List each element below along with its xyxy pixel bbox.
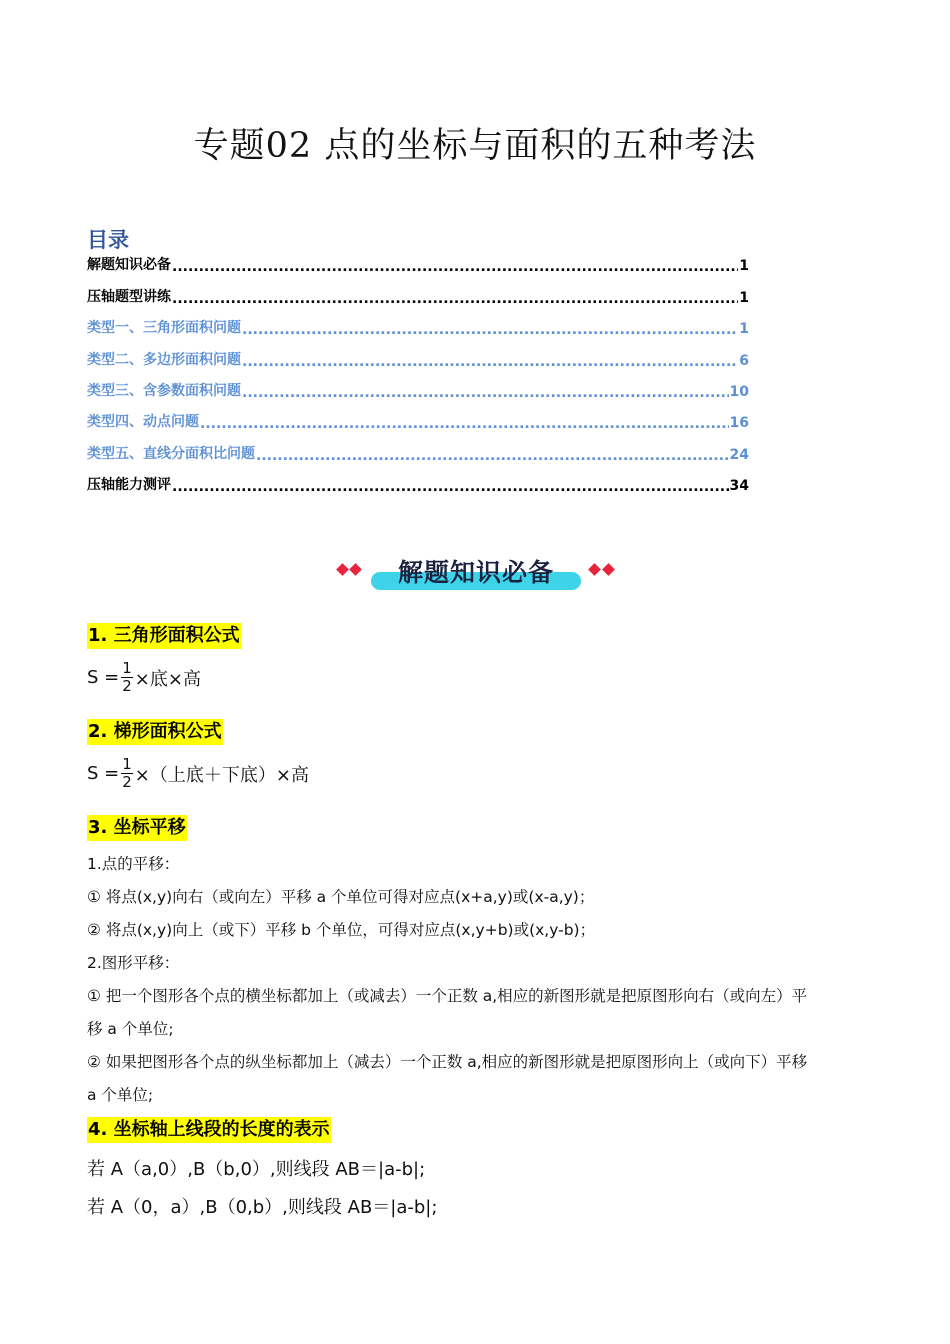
fraction-numerator: 1 xyxy=(122,755,132,773)
fraction-numerator: 1 xyxy=(122,659,132,677)
toc-leader xyxy=(172,480,729,502)
toc-leader xyxy=(172,292,738,314)
body-line: ① 把一个图形各个点的横坐标都加上（或减去）一个正数 a,相应的新图形就是把原图形向右（或向左）平 xyxy=(87,987,808,1005)
toc-leader xyxy=(242,355,738,377)
triangle-area-formula xyxy=(87,660,201,695)
toc-item-label: 类型一、三角形面积问题 xyxy=(87,320,241,337)
toc-item-label: 压轴能力测评 xyxy=(87,477,171,494)
toc-heading: 目录 xyxy=(87,228,129,252)
body-line: ② 将点(x,y)向上（或下）平移 b 个单位，可得对应点(x,y+b)或(x,y-b)； xyxy=(87,921,596,939)
body-line: 若 A（0，a）,B（0,b）,则线段 AB＝|a-b|; xyxy=(87,1197,438,1218)
toc-item[interactable] xyxy=(87,471,749,502)
toc-item-label: 类型五、直线分面积比问题 xyxy=(87,445,255,462)
diamond-icon xyxy=(602,563,615,576)
fraction xyxy=(121,660,133,695)
toc-item-page: 10 xyxy=(729,383,749,400)
body-line: ② 如果把图形各个点的纵坐标都加上（减去）一个正数 a,相应的新图形就是把原图形向上（或向下）平移 xyxy=(87,1053,808,1071)
body-line: ① 将点(x,y)向右（或向左）平移 a 个单位可得对应点(x+a,y)或(x-a,y)； xyxy=(87,888,595,906)
fraction-denominator: 2 xyxy=(122,773,132,791)
diamond-icon xyxy=(588,563,601,576)
section-banner xyxy=(333,553,623,593)
fraction xyxy=(121,756,133,791)
toc-item[interactable] xyxy=(87,314,749,345)
toc-item-label: 类型三、含参数面积问题 xyxy=(87,382,241,399)
banner-title: 解题知识必备 xyxy=(397,558,554,587)
toc-item-page: 34 xyxy=(729,478,749,495)
toc-item[interactable] xyxy=(87,282,749,313)
table-of-contents xyxy=(87,251,749,502)
fraction-denominator: 2 xyxy=(122,677,132,695)
section-heading-translation: 3. 坐标平移 xyxy=(87,815,187,841)
toc-item-page: 6 xyxy=(739,352,749,369)
toc-item-page: 1 xyxy=(739,321,749,338)
body-line: 若 A（a,0）,B（b,0）,则线段 AB＝|a-b|; xyxy=(87,1159,426,1180)
toc-leader xyxy=(256,449,729,471)
toc-item[interactable] xyxy=(87,251,749,282)
toc-item-label: 压轴题型讲练 xyxy=(87,288,171,305)
toc-leader xyxy=(172,260,738,282)
toc-item[interactable] xyxy=(87,377,749,408)
section-heading-triangle-area: 1. 三角形面积公式 xyxy=(87,623,241,649)
formula-lhs: S = xyxy=(87,763,120,784)
toc-leader xyxy=(242,323,738,345)
body-line: 2.图形平移： xyxy=(87,954,180,972)
toc-leader xyxy=(242,386,729,408)
toc-item[interactable] xyxy=(87,439,749,470)
diamond-icon xyxy=(336,563,349,576)
formula-rhs: ×底×高 xyxy=(134,668,201,690)
toc-item-page: 1 xyxy=(739,258,749,275)
diamond-icon xyxy=(349,563,362,576)
page-title: 专题02 点的坐标与面积的五种考法 xyxy=(193,126,757,166)
section-heading-trapezoid-area: 2. 梯形面积公式 xyxy=(87,719,223,745)
formula-rhs: ×（上底＋下底）×高 xyxy=(134,764,309,786)
toc-item-label: 类型四、动点问题 xyxy=(87,414,199,431)
toc-item[interactable] xyxy=(87,408,749,439)
toc-item-label: 解题知识必备 xyxy=(87,257,171,274)
body-line: 1.点的平移： xyxy=(87,855,180,873)
toc-item-page: 16 xyxy=(729,415,749,432)
toc-item-label: 类型二、多边形面积问题 xyxy=(87,351,241,368)
formula-lhs: S = xyxy=(87,667,120,688)
toc-item-page: 1 xyxy=(739,289,749,306)
body-line: a 个单位; xyxy=(87,1086,154,1104)
toc-leader xyxy=(200,417,729,439)
toc-item[interactable] xyxy=(87,345,749,376)
toc-item-page: 24 xyxy=(729,446,749,463)
trapezoid-area-formula xyxy=(87,756,309,791)
body-line: 移 a 个单位; xyxy=(87,1020,174,1038)
section-heading-segment-length: 4. 坐标轴上线段的长度的表示 xyxy=(87,1117,331,1143)
